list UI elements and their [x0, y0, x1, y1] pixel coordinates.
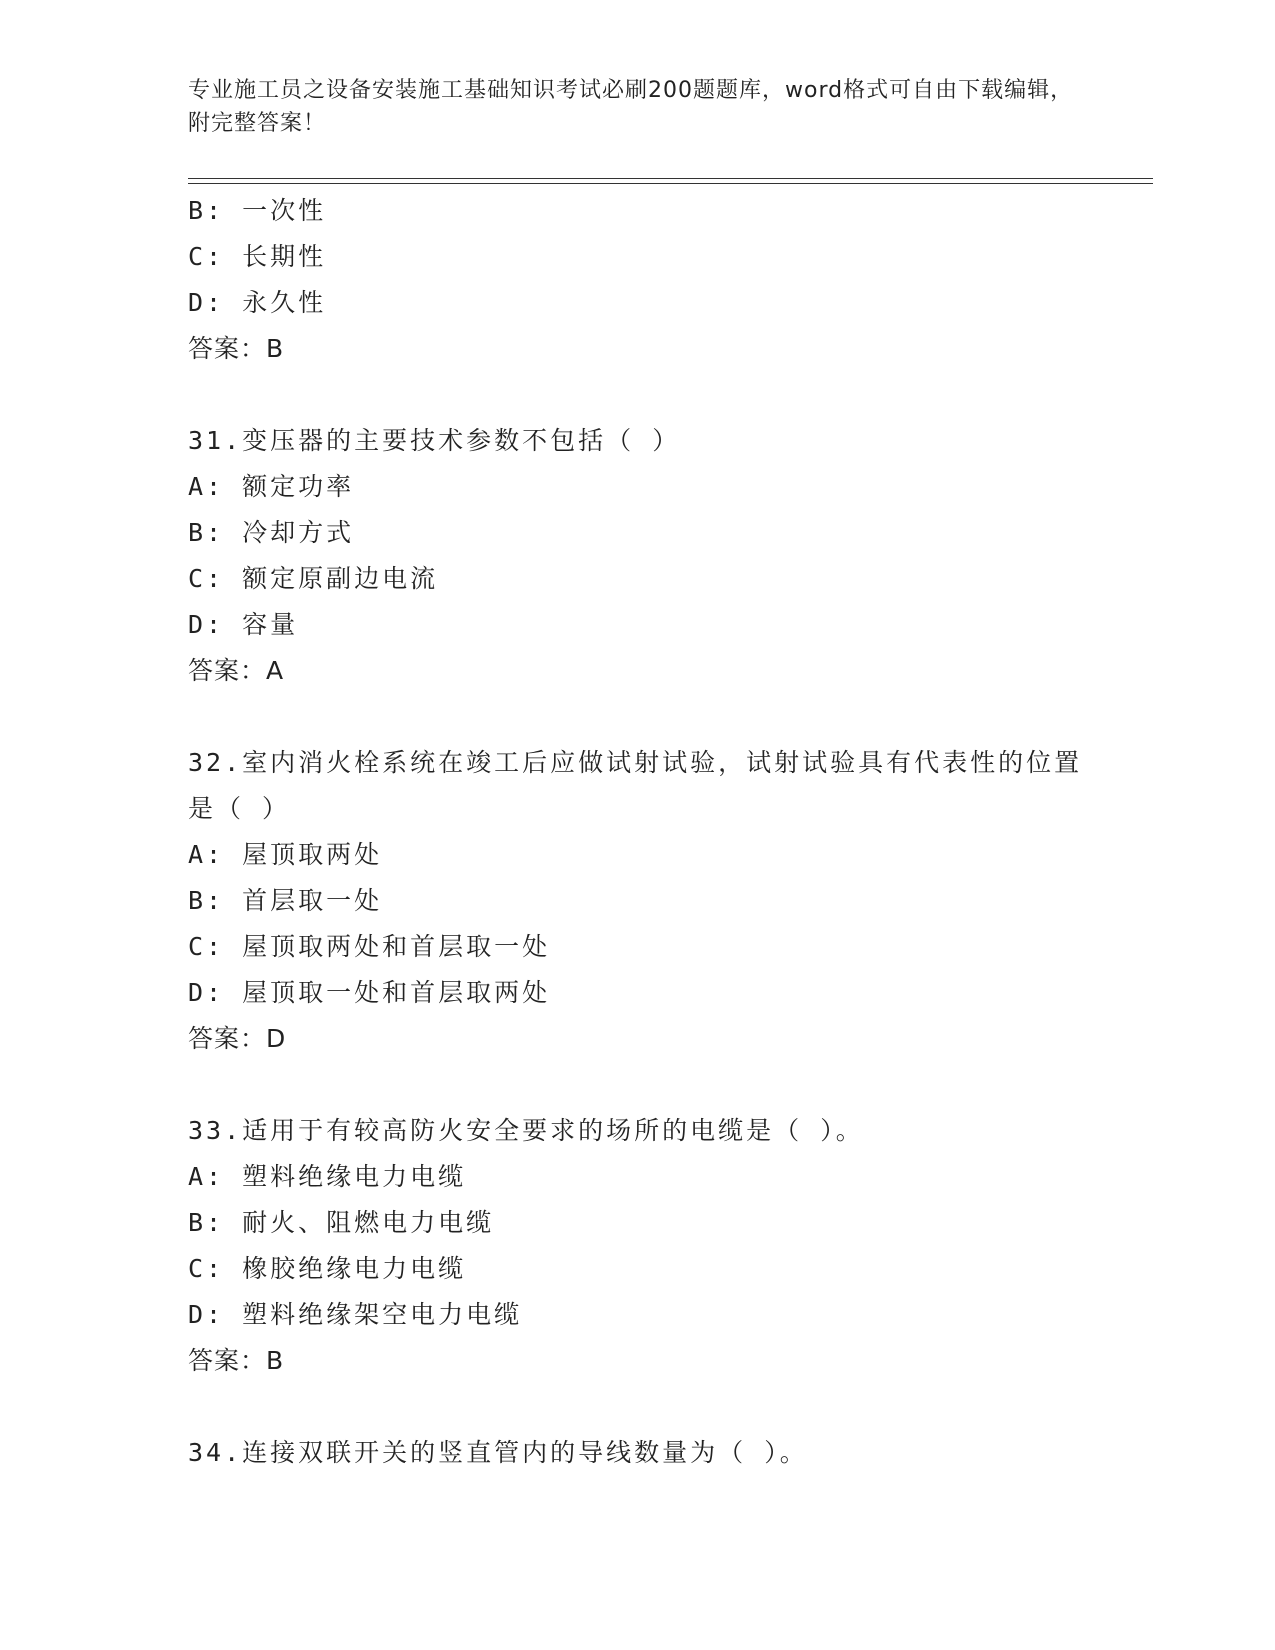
answer: 答案：B: [188, 1346, 285, 1375]
question-32: [188, 740, 1088, 1062]
option-b: B: 耐火、阻燃电力电缆: [188, 1208, 495, 1237]
document-header: 专业施工员之设备安装施工基础知识考试必刷200题题库，word格式可自由下载编辑，附完整答案！: [188, 78, 1074, 136]
option-c: C: 屋顶取两处和首层取一处: [188, 932, 551, 961]
option-b: B: 冷却方式: [188, 518, 355, 547]
answer: 答案：A: [188, 656, 285, 685]
question-stem: 31.变压器的主要技术参数不包括（ ）: [188, 426, 681, 455]
option-d: D: 塑料绝缘架空电力电缆: [188, 1300, 523, 1329]
question-stem: 33.适用于有较高防火安全要求的场所的电缆是（ ）。: [188, 1116, 864, 1145]
answer: 答案：D: [188, 1024, 287, 1053]
question-stem: 32.室内消火栓系统在竣工后应做试射试验，试射试验具有代表性的位置是（ ）: [188, 748, 1083, 823]
option-c: C: 橡胶绝缘电力电缆: [188, 1254, 467, 1283]
option-c: C: 额定原副边电流: [188, 564, 439, 593]
option-c: C: 长期性: [188, 242, 327, 271]
question-stem: 34.连接双联开关的竖直管内的导线数量为（ ）。: [188, 1438, 808, 1467]
question-31: [188, 418, 1088, 694]
answer: 答案：B: [188, 334, 285, 363]
partial-question: [188, 188, 1088, 372]
option-d: D: 永久性: [188, 288, 327, 317]
option-a: A: 额定功率: [188, 472, 355, 501]
document-body: [188, 188, 1088, 1476]
option-d: D: 容量: [188, 610, 299, 639]
option-a: A: 屋顶取两处: [188, 840, 383, 869]
question-33: [188, 1108, 1088, 1384]
header-rule-bottom: [188, 183, 1153, 184]
header-rule-top: [188, 178, 1153, 179]
question-34: [188, 1430, 1088, 1476]
option-a: A: 塑料绝缘电力电缆: [188, 1162, 467, 1191]
option-b: B: 一次性: [188, 196, 327, 225]
option-d: D: 屋顶取一处和首层取两处: [188, 978, 551, 1007]
option-b: B: 首层取一处: [188, 886, 383, 915]
